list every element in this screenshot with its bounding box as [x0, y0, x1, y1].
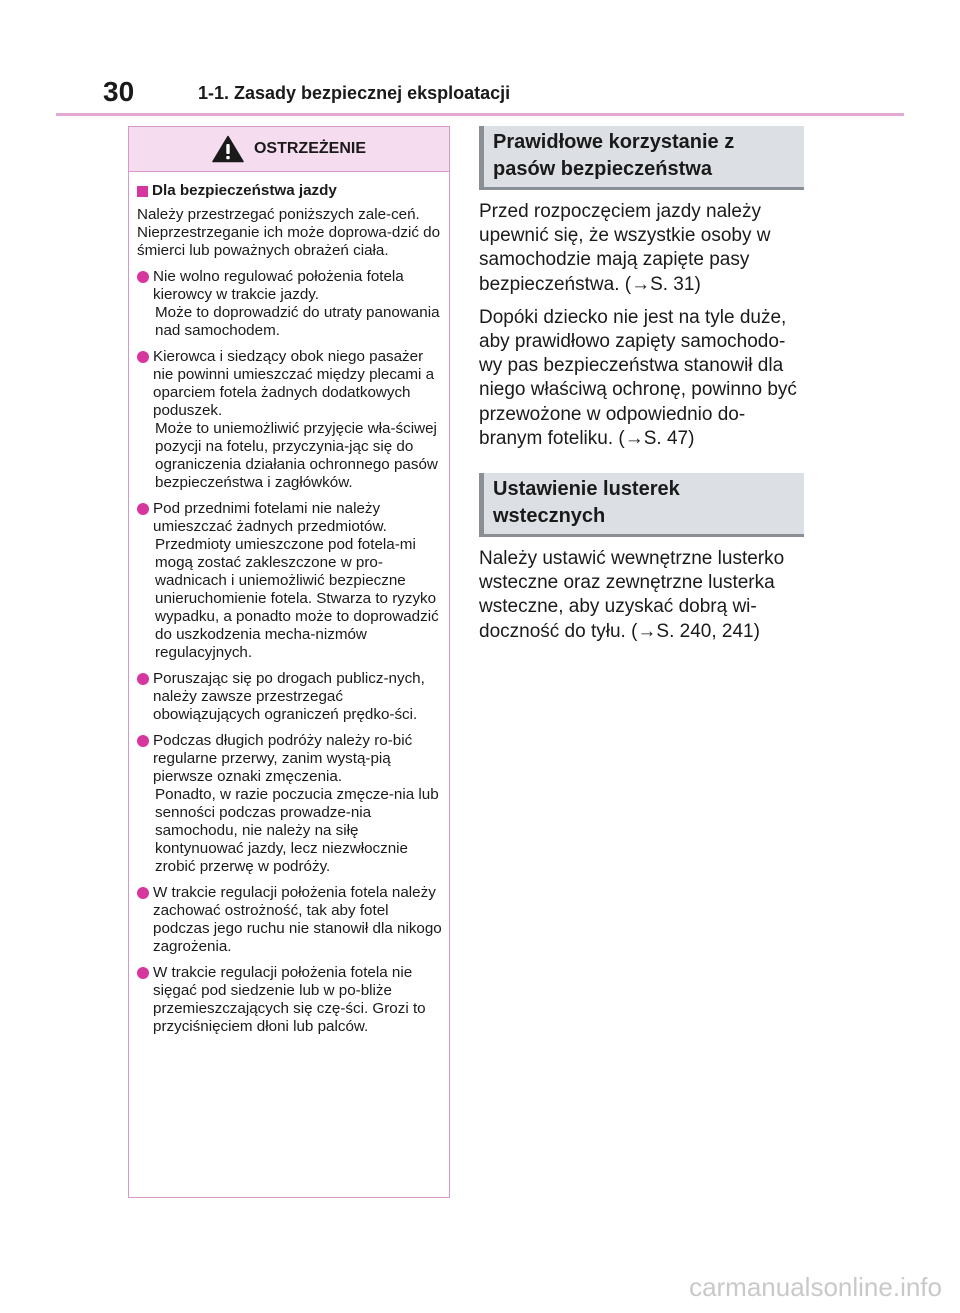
warning-header: [129, 127, 449, 172]
list-item-text: W trakcie regulacji położenia fotela nie sięgać pod siedzenie lub w po-bliże przemieszczających się czę-ści. Grozi to przyciśnięciem dłoni lub palców.: [153, 964, 426, 1035]
section-heading: [479, 126, 804, 190]
round-bullet-icon: [137, 351, 149, 363]
section-body: [479, 200, 804, 451]
warning-subhead: [137, 182, 442, 200]
chapter-title: 1-1. Zasady bezpiecznej eksploatacji: [198, 83, 511, 103]
section-title: Ustawienie lusterek wstecznych: [493, 478, 680, 528]
list-item-note: Może to doprowadzić do utraty panowania nad samochodem.: [155, 304, 440, 339]
page-number: 30: [103, 76, 135, 107]
paragraph: Należy ustawić wewnętrzne lusterko wsteczne oraz zewnętrzne lusterka wsteczne, aby uzyskać dobrą wi-doczność do tyłu. (→S. 240, 241): [479, 548, 785, 642]
paragraph: Dopóki dziecko nie jest na tyle duże, aby prawidłowo zapięty samochodo-wy pas bezpieczeństwa stanowił dla niego właściwą ochronę, powinno być przewożone w odpowiednio do-branym foteliku. (→S. 47): [479, 306, 797, 449]
list-item-text: Pod przednimi fotelami nie należy umieszczać żadnych przedmiotów.: [153, 500, 387, 535]
list-item-note: Przedmioty umieszczone pod fotela-mi mogą zostać zakleszczone w pro-wadnicach i uniemożliwić bezpieczne unieruchomienie fotela. Stwarza to ryzyko wypadku, a ponadto może to doprowadzić do uszkodzenia mecha-nizmów regulacyjnych.: [155, 536, 439, 661]
watermark: carmanualsonline.info: [689, 1272, 942, 1302]
list-item: [137, 732, 442, 876]
section-body: [479, 547, 804, 644]
warning-intro: [137, 206, 442, 260]
list-item: [137, 268, 442, 340]
round-bullet-icon: [137, 887, 149, 899]
warning-intro-line: Nieprzestrzeganie ich może doprowa-dzić do śmierci lub poważnych obrażeń ciała.: [137, 224, 441, 259]
list-item: [137, 670, 442, 724]
list-item: [137, 964, 442, 1036]
warning-triangle-icon: [212, 135, 244, 163]
list-item: [137, 884, 442, 956]
list-item: [137, 500, 442, 662]
list-item-text: Podczas długich podróży należy ro-bić regularne przerwy, zanim wystą-pią pierwsze oznaki zmęczenia.: [153, 732, 413, 785]
warning-list: [137, 268, 442, 1036]
square-bullet-icon: [137, 186, 148, 197]
round-bullet-icon: [137, 967, 149, 979]
page-header: [0, 0, 960, 120]
paragraph: Przed rozpoczęciem jazdy należy upewnić się, że wszystkie osoby w samochodzie mają zapięte pasy bezpieczeństwa. (→S. 31): [479, 201, 771, 295]
round-bullet-icon: [137, 673, 149, 685]
list-item-note: Może to uniemożliwić przyjęcie wła-ściwej pozycji na fotelu, przyczynia-jąc się do ograniczenia działania ochronnego pasów bezpieczeństwa i zagłówków.: [155, 420, 438, 491]
round-bullet-icon: [137, 271, 149, 283]
list-item-text: Poruszając się po drogach publicz-nych, należy zawsze przestrzegać obowiązujących ograniczeń prędko-ści.: [153, 670, 425, 723]
list-item-text: W trakcie regulacji położenia fotela należy zachować ostrożność, tak aby fotel podczas jego ruchu nie stanowił dla nikogo zagrożenia.: [153, 884, 442, 955]
right-column: [479, 126, 804, 644]
warning-box: [128, 126, 450, 1198]
round-bullet-icon: [137, 735, 149, 747]
warning-subhead-text: Dla bezpieczeństwa jazdy: [152, 182, 337, 199]
list-item-note: Ponadto, w razie poczucia zmęcze-nia lub senności podczas prowadze-nia samochodu, nie należy na siłę kontynuować jazdy, lecz niezwłocznie zrobić przerwę w podróży.: [155, 786, 439, 875]
list-item-text: Nie wolno regulować położenia fotela kierowcy w trakcie jazdy.: [153, 268, 404, 303]
section-heading: [479, 473, 804, 537]
section-title: Prawidłowe korzystanie z pasów bezpieczeństwa: [493, 131, 735, 180]
warning-intro-line: Należy przestrzegać poniższych zale-ceń.: [137, 206, 420, 223]
list-item: [137, 348, 442, 492]
round-bullet-icon: [137, 503, 149, 515]
header-divider: [56, 113, 904, 116]
list-item-text: Kierowca i siedzący obok niego pasażer nie powinni umieszczać między plecami a oparciem fotela żadnych dodatkowych poduszek.: [153, 348, 435, 419]
warning-title: OSTRZEŻENIE: [253, 140, 366, 157]
warning-body: [129, 172, 449, 1036]
